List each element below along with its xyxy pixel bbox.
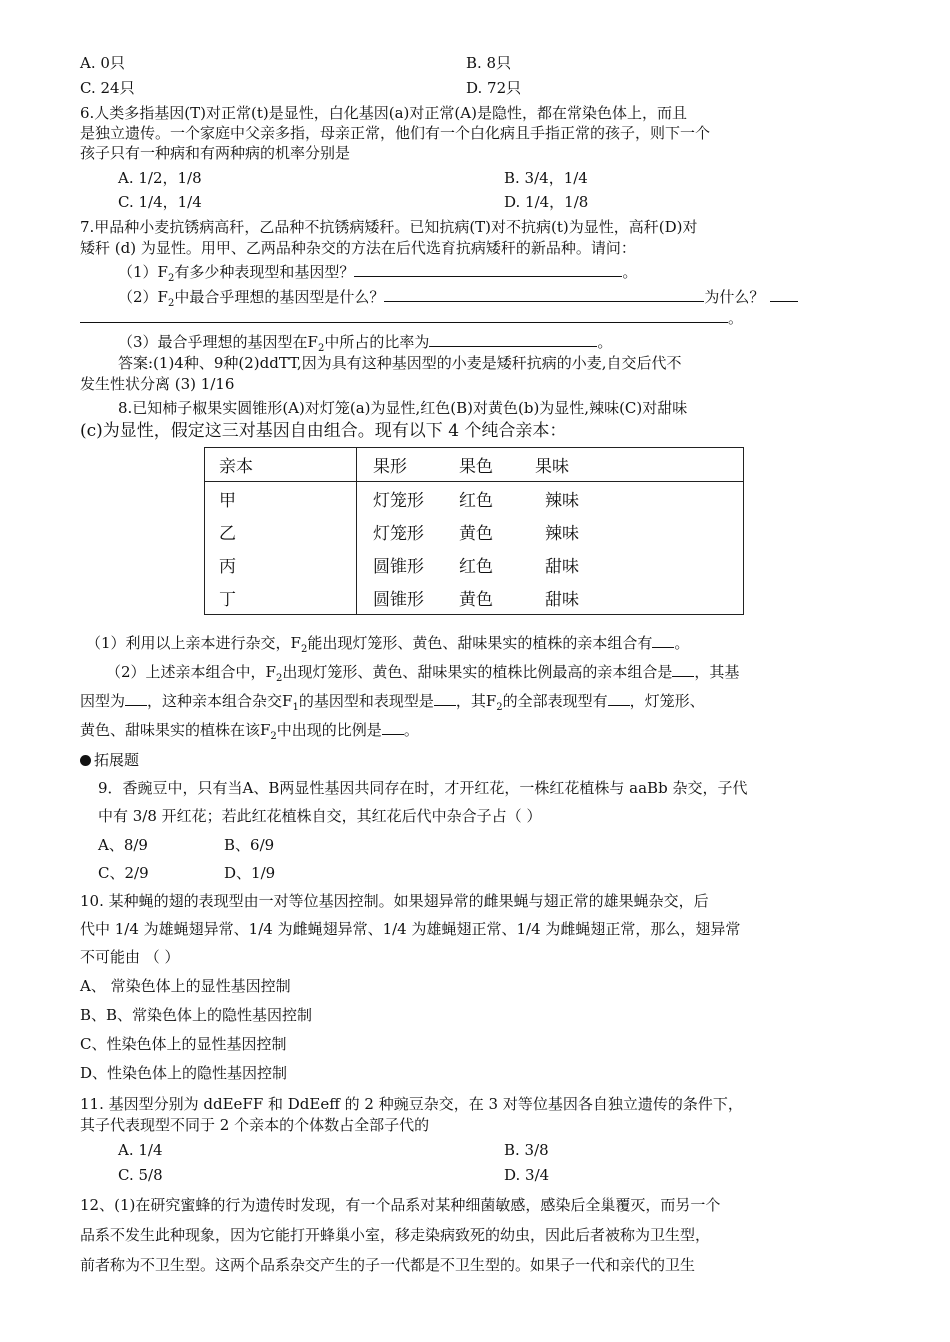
q7-sub1-end: 。 [622, 263, 638, 281]
q7-sub3-text: 中所占的比率为 [324, 333, 430, 351]
table-cell: 黄色 [459, 524, 493, 544]
table-row [205, 482, 744, 516]
table-cell: 丙 [205, 548, 357, 581]
q8-s2-text: ，灯笼形、 [629, 692, 705, 710]
q7-sub2-text: 中最合乎理想的基因型是什么？ [174, 288, 385, 306]
q6-text-line: 是独立遗传。一个家庭中父亲多指，母亲正常，他们有一个白化病且手指正常的孩子，则下一个 [80, 124, 711, 142]
q6-text-line: 孩子只有一种病和有两种病的机率分别是 [80, 144, 351, 162]
q7-answer-line: 发生性状分离 (3) 1/16 [80, 375, 235, 393]
q6-option-b: B. 3/4，1/4 [504, 169, 588, 187]
table-cell: 辣味 [545, 524, 579, 544]
answer-blank [652, 632, 674, 648]
q6-option-a: A. 1/2，1/8 [118, 169, 202, 187]
table-cell: 灯笼形 [373, 491, 424, 511]
q7-subquestion-2 [118, 286, 798, 308]
q8-subquestion-2-line2 [80, 690, 705, 712]
q11-text-line: 其子代表现型不同于 2 个亲本的个体数占全部子代的 [80, 1116, 430, 1134]
q11-text-line: 11. 基因型分别为 ddEeFF 和 DdEeff 的 2 种豌豆杂交，在 3 对等位基因各自独立遗传的条件下， [80, 1095, 743, 1113]
subscript: 2 [496, 702, 503, 713]
table-row [205, 581, 744, 615]
q9-text-line: 9．香豌豆中，只有当A、B两显性基因共同存在时，才开红花，一株红花植株与 aaBb 杂交，子代 [98, 779, 748, 797]
q5-option-b: B. 8只 [466, 54, 512, 72]
table-row [205, 548, 744, 581]
q8-s2-text: 中出现的比例是 [276, 721, 382, 739]
answer-blank [434, 690, 456, 706]
table-cell: 乙 [205, 515, 357, 548]
q11-option-b: B. 3/8 [504, 1141, 549, 1159]
q8-s2-text: 出现灯笼形、黄色、甜味果实的植株比例最高的亲本组合是 [282, 663, 673, 681]
table-cell: 黄色 [459, 590, 493, 610]
q8-s2-text: ，其基 [694, 663, 740, 681]
table-header: 亲本 [205, 448, 357, 482]
q11-option-c: C. 5/8 [118, 1166, 163, 1184]
table-cell: 红色 [459, 491, 493, 511]
q10-option: B、B、常染色体上的隐性基因控制 [80, 1006, 313, 1024]
table-header-row [205, 448, 744, 482]
q6-option-c: C. 1/4，1/4 [118, 193, 202, 211]
q10-option: C、性染色体上的显性基因控制 [80, 1035, 287, 1053]
q10-text-line: 代中 1/4 为雄蝇翅异常、1/4 为雌蝇翅异常、1/4 为雄蝇翅正常、1/4 为雌蝇翅正常，那么，翅异常 [80, 920, 741, 938]
subscript: 2 [317, 343, 325, 354]
q12-text-line: 12、(1)在研究蜜蜂的行为遗传时发现，有一个品系对某种细菌敏感，感染后全巢覆灭，而另一个 [80, 1196, 721, 1214]
answer-blank [384, 286, 704, 302]
q7-sub3-prefix: （3）最合乎理想的基因型在F [118, 333, 318, 351]
q8-s2-end: 。 [403, 721, 419, 739]
answer-blank [382, 719, 404, 735]
q10-option: A、 常染色体上的显性基因控制 [80, 977, 291, 995]
q10-option: D、性染色体上的隐性基因控制 [80, 1064, 288, 1082]
q7-sub1-text: 有多少种表现型和基因型？ [174, 263, 355, 281]
q11-option-d: D. 3/4 [504, 1166, 550, 1184]
subscript: 2 [270, 731, 277, 742]
q7-sub2-prefix: （2）F [118, 288, 168, 306]
answer-blank [770, 286, 798, 302]
q11-option-a: A. 1/4 [118, 1141, 163, 1159]
q8-s2-prefix: （2）上述亲本组合中，F [106, 663, 276, 681]
q5-option-a: A. 0只 [80, 54, 125, 72]
q9-option-b: B、6/9 [224, 836, 275, 854]
table-cell: 甲 [205, 482, 357, 516]
q8-s2-text: 的全部表现型有 [502, 692, 608, 710]
table-cell: 甜味 [545, 590, 579, 610]
table-cell: 甜味 [545, 557, 579, 577]
q8-subquestion-2 [106, 661, 739, 683]
subscript: 2 [167, 273, 175, 284]
subscript: 2 [300, 644, 308, 655]
q9-option-c: C、2/9 [98, 864, 149, 882]
q7-sub2-why: 为什么？ [704, 288, 765, 306]
table-header: 果味 [535, 448, 744, 482]
answer-blank [608, 690, 630, 706]
q7-sub2-end: 。 [728, 309, 744, 327]
parents-table [204, 447, 744, 615]
q8-text-line: (c)为显性，假定这三对基因自由组合。现有以下 4 个纯合亲本： [80, 421, 567, 441]
q8-s1-text: 能出现灯笼形、黄色、甜味果实的植株的亲本组合有 [307, 634, 653, 652]
bullet-icon [80, 755, 91, 766]
q7-sub3-end: 。 [597, 333, 613, 351]
table-cell: 圆锥形 [373, 590, 424, 610]
q8-subquestion-2-line3 [80, 719, 419, 741]
answer-blank [125, 690, 147, 706]
q8-subquestion-1 [86, 632, 689, 654]
q10-text-line: 不可能由 （ ） [80, 948, 180, 966]
q5-option-d: D. 72只 [466, 79, 522, 97]
q8-s1-end: 。 [674, 634, 690, 652]
q8-s2-text: ，其F [455, 692, 497, 710]
answer-blank [80, 307, 728, 323]
table-cell: 圆锥形 [373, 557, 424, 577]
table-cell: 辣味 [545, 491, 579, 511]
subscript: 2 [167, 298, 175, 309]
q9-option-d: D、1/9 [224, 864, 276, 882]
q5-option-c: C. 24只 [80, 79, 135, 97]
table-cell: 丁 [205, 581, 357, 615]
table-header: 果色 [459, 448, 535, 482]
q9-text-line: 中有 3/8 开红花；若此红花植株自交，其红花后代中杂合子占（ ） [98, 807, 542, 825]
q8-s2-text: 的基因型和表现型是 [298, 692, 434, 710]
q6-option-d: D. 1/4，1/8 [504, 193, 589, 211]
subscript: 1 [292, 702, 299, 713]
q8-s2-text: ，这种亲本组合杂交F [147, 692, 293, 710]
q7-text-line: 矮秆 (d) 为显性。用甲、乙两品种杂交的方法在后代选育抗病矮秆的新品种。请问： [80, 239, 636, 257]
q12-text-line: 前者称为不卫生型。这两个品系杂交产生的子一代都是不卫生型的。如果子一代和亲代的卫生 [80, 1256, 696, 1274]
table-cell: 灯笼形 [373, 524, 424, 544]
table-cell: 红色 [459, 557, 493, 577]
q7-sub2-continuation [80, 307, 743, 329]
q10-text-line: 10. 某种蝇的翅的表现型由一对等位基因控制。如果翅异常的雌果蝇与翅正常的雄果蝇杂交，后 [80, 892, 709, 910]
extension-heading-text: 拓展题 [94, 751, 140, 769]
q7-subquestion-3 [118, 331, 612, 353]
q6-text-line: 6.人类多指基因(T)对正常(t)是显性，白化基因(a)对正常(A)是隐性，都在常染色体上，而且 [80, 104, 687, 122]
answer-blank [672, 661, 694, 677]
extension-heading [80, 749, 139, 771]
q12-text-line: 品系不发生此种现象，因为它能打开蜂巢小室，移走染病致死的幼虫，因此后者被称为卫生型， [80, 1226, 711, 1244]
table-row [205, 515, 744, 548]
q7-answer-line: 答案:(1)4种、9种(2)ddTT,因为具有这种基因型的小麦是矮秆抗病的小麦,自交后代不 [118, 354, 682, 372]
table-header: 果形 [357, 448, 460, 482]
q7-text-line: 7.甲品种小麦抗锈病高秆，乙品种不抗锈病矮秆。已知抗病(T)对不抗病(t)为显性，高秆(D)对 [80, 218, 698, 236]
q8-s2-text: 黄色、甜味果实的植株在该F [80, 721, 271, 739]
q7-sub1-prefix: （1）F [118, 263, 168, 281]
answer-blank [429, 331, 597, 347]
q9-option-a: A、8/9 [98, 836, 148, 854]
q8-s2-text: 因型为 [80, 692, 126, 710]
answer-blank [354, 261, 622, 277]
q7-subquestion-1 [118, 261, 637, 283]
subscript: 2 [275, 673, 283, 684]
q8-s1-prefix: （1）利用以上亲本进行杂交，F [86, 634, 301, 652]
q8-text-line: 8.已知柿子椒果实圆锥形(A)对灯笼(a)为显性,红色(B)对黄色(b)为显性,辣味(C)对甜味 [118, 399, 688, 417]
